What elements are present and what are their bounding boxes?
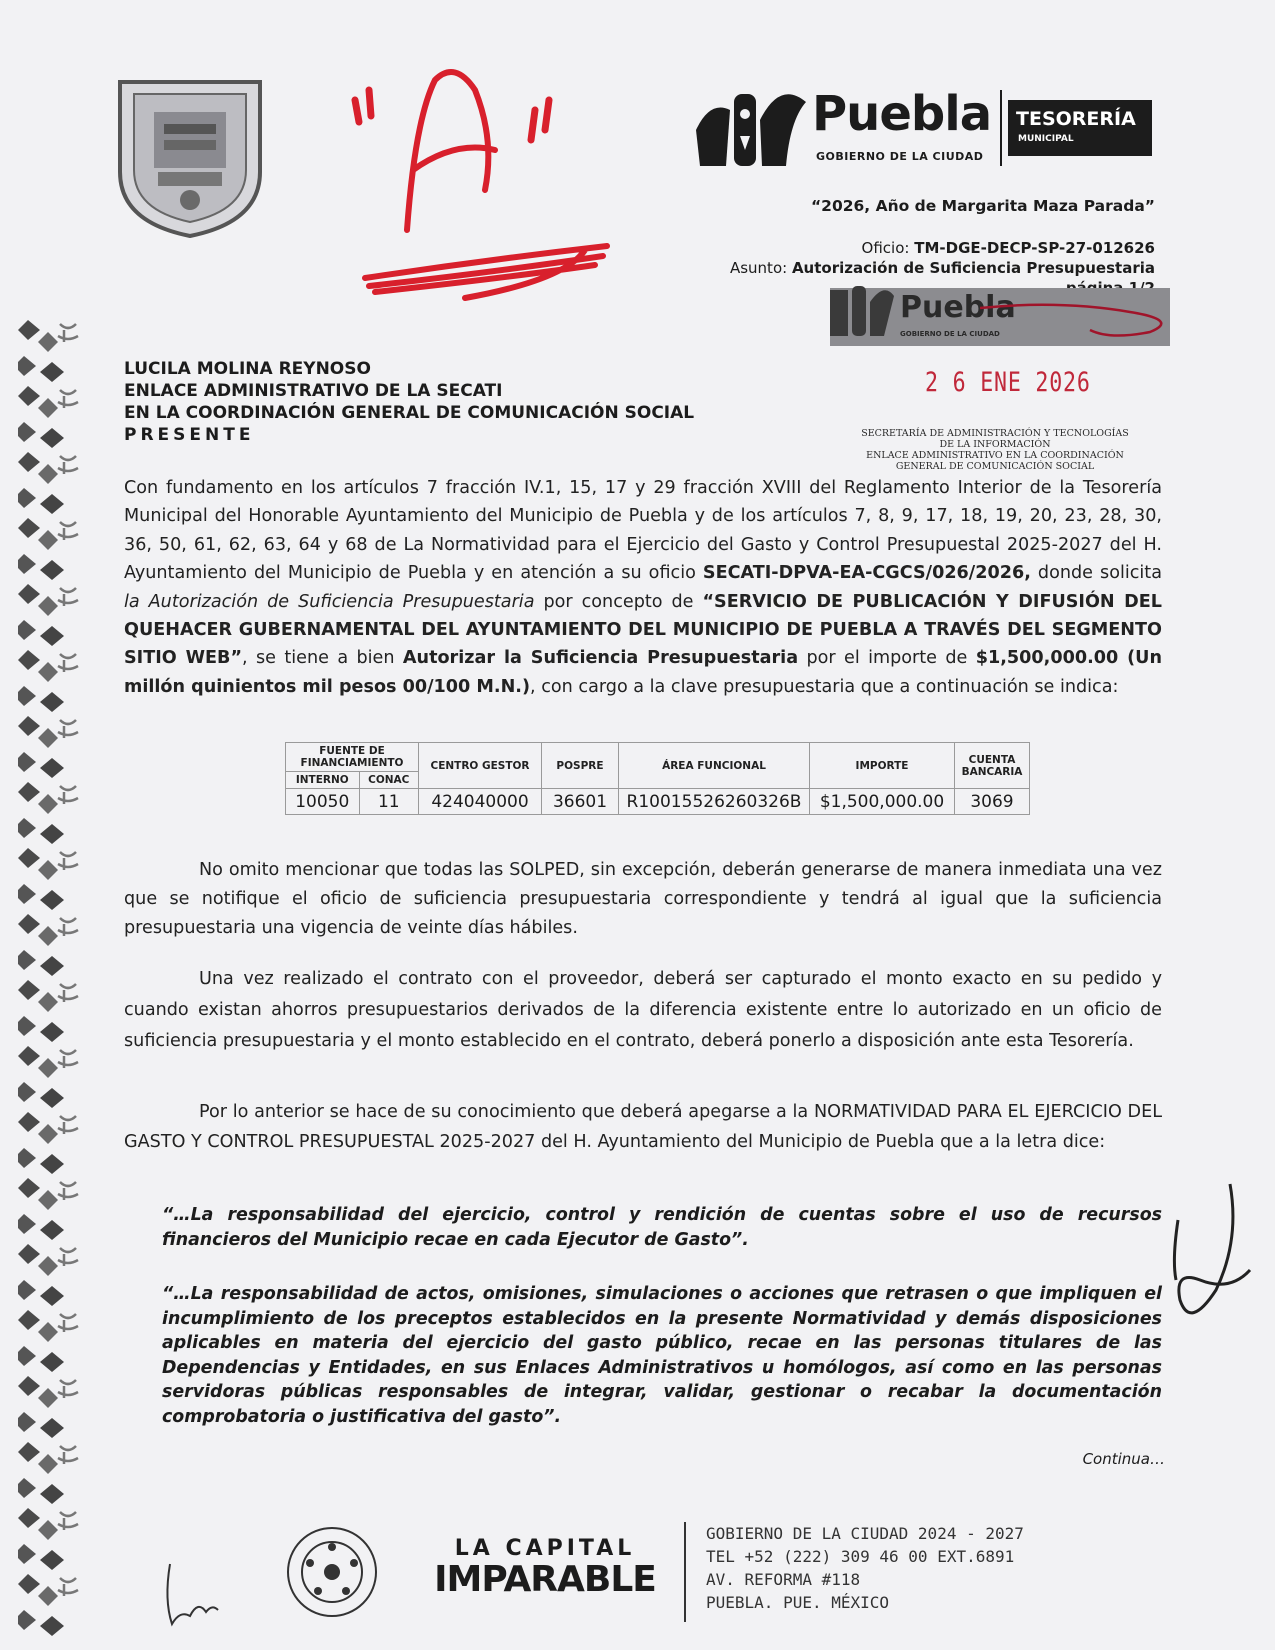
cell-centro-gestor: 424040000 (419, 789, 542, 815)
contract-paragraph: Una vez realizado el contrato con el proveedor, deberá ser capturado el monto exacto en su pedido y cuando existan ahorros presupuestarios derivados de la diferencia existente entre lo autorizado en un oficio de suficiencia presupuestaria y el monto establecido en el contrato, deberá ponerlo a disposición ante esta Tesorería. (124, 969, 1162, 1051)
main-paragraph (124, 474, 1162, 701)
request-oficio-reference: SECATI-DPVA-EA-CGCS/026/2026, (702, 563, 1031, 584)
stamp-text (830, 428, 1160, 472)
slogan-top: LA CAPITAL (454, 1536, 636, 1561)
footer-address (706, 1522, 1024, 1614)
logo-divider (1000, 90, 1002, 166)
regulation-paragraph: Por lo anterior se hace de su conocimiento que deberá apegarse a la NORMATIVIDAD PARA EL EJERCICIO DEL GASTO Y CONTROL PRESUPUESTAL 2025-2027 del H. Ayuntamiento del Municipio de Puebla que a la letra dice: (124, 1102, 1162, 1152)
table-header-row (286, 743, 1030, 772)
recipient-role: ENLACE ADMINISTRATIVO DE LA SECATI (124, 381, 503, 401)
address-line: GOBIERNO DE LA CIUDAD 2024 - 2027 (706, 1524, 1024, 1543)
header-importe: IMPORTE (810, 743, 955, 789)
authorization-phrase: Autorizar la Suficiencia Presupuestaria (402, 648, 799, 669)
paragraph-text: por el importe de (798, 648, 976, 669)
stamp-signature-icon (980, 294, 1210, 344)
office-title: TESORERÍA (1016, 108, 1136, 130)
header-cuenta-bancaria: CUENTA BANCARIA (955, 743, 1030, 789)
service-concept: “SERVICIO DE PUBLICACIÓN Y DIFUSIÓN DEL QUEHACER GUBERNAMENTAL DEL AYUNTAMIENTO DEL MUNICIPIO DE PUEBLA A TRAVÉS DEL SEGMENTO SITIO WEB” (124, 591, 1162, 669)
cell-pospre: 36601 (542, 789, 619, 815)
greeting: PRESENTE (124, 425, 255, 445)
solped-paragraph: No omito mencionar que todas las SOLPED, sin excepción, deberán generarse de manera inmediata una vez que se notifique el oficio de suficiencia presupuestaria correspondiente y tendrá al igual que la suficiencia presupuestaria una vigencia de veinte días hábiles. (124, 860, 1162, 938)
recipient-block (124, 358, 694, 446)
asunto-label: Asunto: (729, 259, 788, 277)
address-line: TEL +52 (222) 309 46 00 EXT.6891 (706, 1547, 1015, 1566)
logo-subtitle: GOBIERNO DE LA CIUDAD (816, 150, 984, 163)
header-conac: CONAC (359, 772, 418, 789)
handwritten-annotation-image (345, 60, 645, 330)
stamp-line: SECRETARÍA DE ADMINISTRACIÓN Y TECNOLOGÍAS (861, 428, 1129, 439)
header-centro-gestor: CENTRO GESTOR (419, 743, 542, 789)
recipient-role: EN LA COORDINACIÓN GENERAL DE COMUNICACIÓN SOCIAL (124, 403, 695, 423)
footer-slogan (430, 1536, 660, 1600)
stamp-emblem-icon (824, 282, 894, 342)
handwritten-signature-image (1170, 1180, 1260, 1345)
cell-cuenta-bancaria: 3069 (955, 789, 1030, 815)
oficio-number: TM-DGE-DECP-SP-27-012626 (914, 239, 1155, 257)
stamp-logo-subtitle: GOBIERNO DE LA CIUDAD (900, 330, 1000, 338)
authorized-amount: $1,500,000.00 (Un millón quinientos mil pesos 00/100 M.N.) (124, 648, 1162, 697)
regulation-quote: “…La responsabilidad del ejercicio, control y rendición de cuentas sobre el uso de recursos financieros del Municipio recae en cada Ejecutor de Gasto”. (162, 1205, 1162, 1250)
address-line: PUEBLA. PUE. MÉXICO (706, 1593, 890, 1612)
slogan-bottom: IMPARABLE (434, 1559, 656, 1600)
city-seal-image (110, 72, 270, 240)
paragraph-text: , con cargo a la clave presupuestaria que a continuación se indica: (530, 676, 1119, 697)
paragraph-text: por concepto de (534, 591, 703, 612)
cell-importe: $1,500,000.00 (810, 789, 955, 815)
oficio-label: Oficio: (861, 239, 910, 257)
cell-conac: 11 (359, 789, 418, 815)
footer-divider (684, 1522, 686, 1622)
header-pospre: POSPRE (542, 743, 619, 789)
stamp-line: DE LA INFORMACIÓN (939, 439, 1051, 450)
asunto-line (730, 259, 1155, 277)
office-badge (1008, 100, 1152, 156)
regulation-quote: “…La responsabilidad de actos, omisiones, simulaciones o acciones que retrasen o que impliquen el incumplimiento de los preceptos establecidos en la presente Normatividad y demás disposiciones aplicables en materia del ejercicio del gasto público, recae en las personas titulares de las Dependencias y Entidades, en sus Enlaces Administrativos u homólogos, así como en las personas servidoras públicas responsables de integrar, validar, gestionar o recabar la documentación comprobatoria o justificativa del gasto”. (162, 1284, 1162, 1427)
logo-wordmark: Puebla (812, 86, 992, 142)
handwritten-initials-image (160, 1560, 220, 1630)
decorative-border (18, 320, 88, 1640)
reception-stamp-logo (830, 288, 1170, 346)
header-interno: INTERNO (286, 772, 360, 789)
asunto-value: Autorización de Suficiencia Presupuestaria (791, 259, 1155, 277)
oficio-line (862, 239, 1155, 257)
paragraph-italic: la Autorización de Suficiencia Presupuestaria (124, 591, 535, 612)
stamp-line: ENLACE ADMINISTRATIVO EN LA COORDINACIÓN (866, 450, 1124, 461)
city-emblem-icon (690, 80, 808, 172)
header-funding-source: FUENTE DE FINANCIAMIENTO (286, 743, 419, 772)
puebla-tesoreria-logo (690, 80, 1160, 178)
cell-area-funcional: R10015526260326B (619, 789, 810, 815)
office-subtitle: MUNICIPAL (1018, 134, 1074, 144)
recipient-name: LUCILA MOLINA REYNOSO (124, 359, 371, 379)
paragraph-text: donde solicita (1030, 563, 1162, 584)
table-row (286, 789, 1030, 815)
continues-note: Continua… (1082, 1450, 1165, 1468)
stamp-date: 2 6 ENE 2026 (925, 367, 1091, 398)
budget-key-table (285, 742, 1030, 815)
stamp-line: GENERAL DE COMUNICACIÓN SOCIAL (895, 461, 1095, 472)
address-line: AV. REFORMA #118 (706, 1570, 861, 1589)
year-motto: “2026, Año de Margarita Maza Parada” (810, 197, 1155, 215)
paragraph-text: Con fundamento en los artículos 7 fracción IV.1, 15, 17 y 29 fracción XVIII del Reglamento Interior de la Tesorería Municipal del Honorable Ayuntamiento del Municipio de Puebla y de los artículos 7, 8, 9, 17, 18, 19, 20, 23, 28, 30, 36, 50, 61, 62, 63, 64 y 68 de La Normatividad para el Ejercicio del Gasto y Control Presupuestal 2025-2027 del H. Ayuntamiento del Municipio de Puebla y en atención a su oficio (124, 478, 1162, 584)
paragraph-text: , se tiene a bien (242, 648, 403, 669)
cell-interno: 10050 (286, 789, 360, 815)
stamp-wordmark: Puebla (900, 290, 1016, 325)
header-area-funcional: ÁREA FUNCIONAL (619, 743, 810, 789)
labor-equality-badge-icon (285, 1525, 380, 1620)
